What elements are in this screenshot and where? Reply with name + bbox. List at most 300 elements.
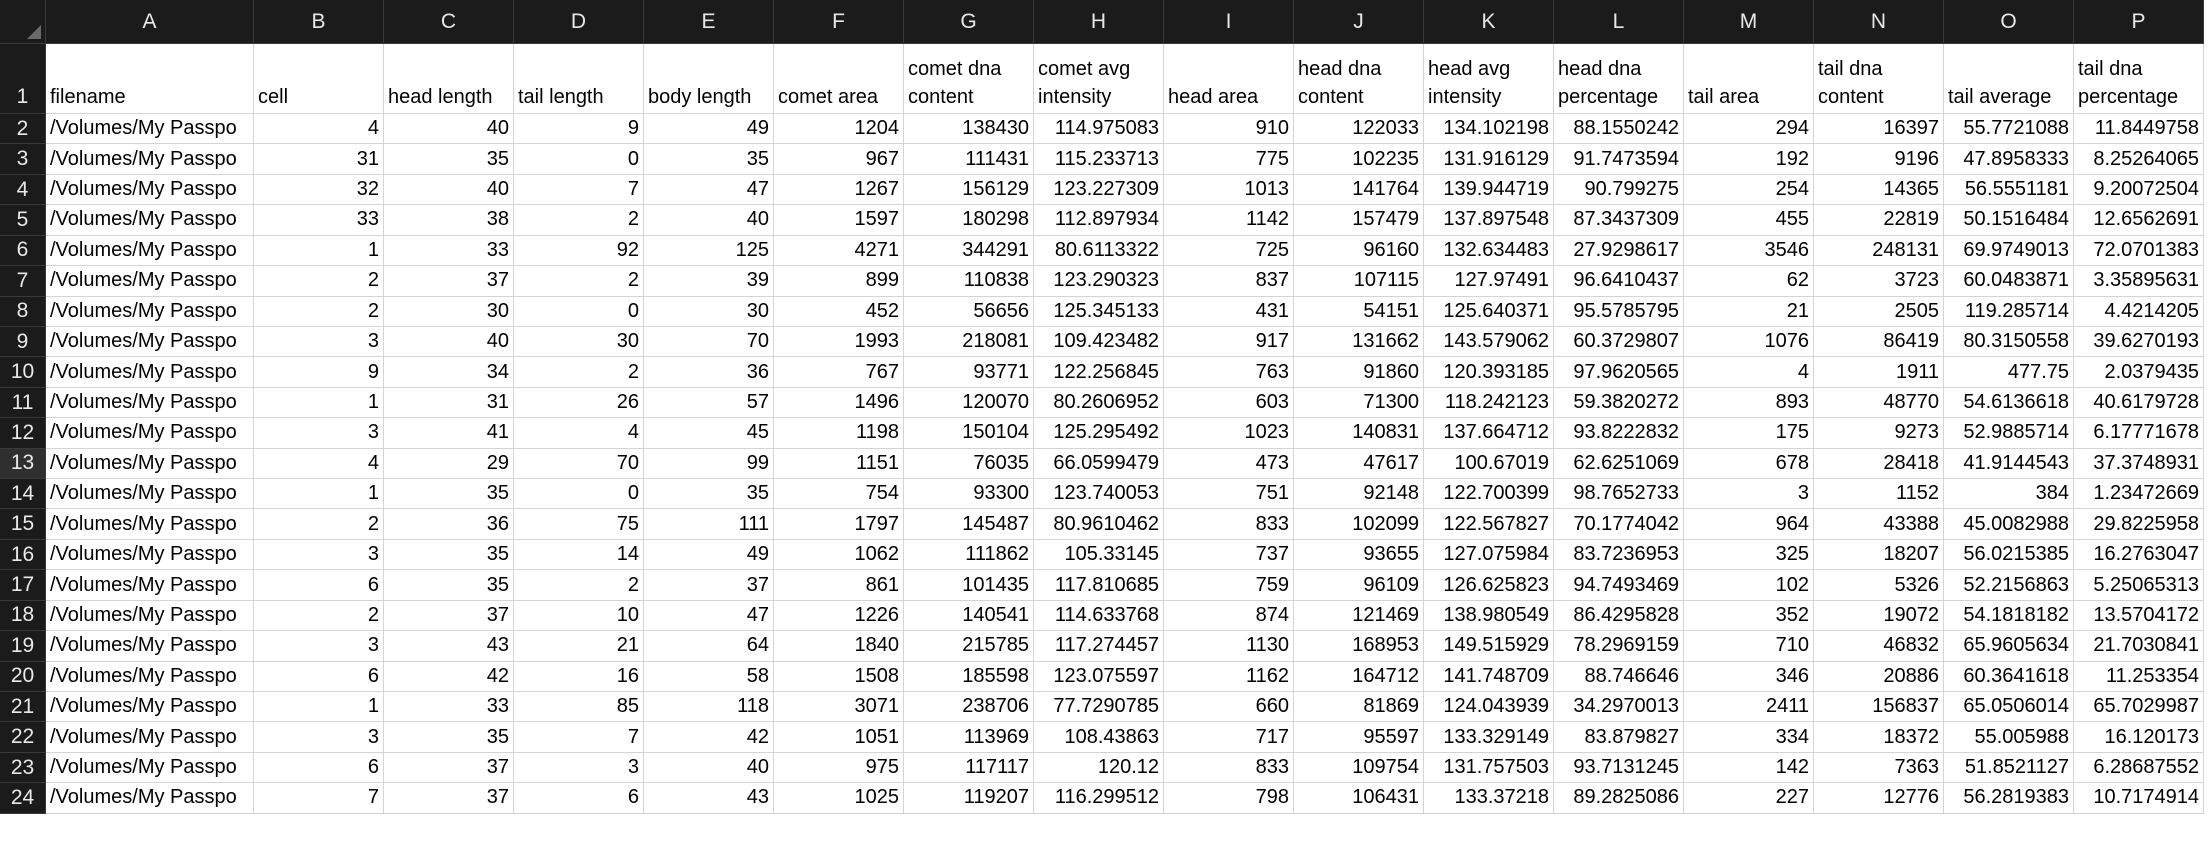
cell-j11[interactable]: 71300 [1294,388,1424,418]
cell-h5[interactable]: 112.897934 [1034,205,1164,235]
cell-n8[interactable]: 2505 [1814,297,1944,327]
cell-l4[interactable]: 90.799275 [1554,175,1684,205]
column-header-p[interactable]: P [2074,0,2204,44]
cell-b24[interactable]: 7 [254,783,384,813]
cell-g7[interactable]: 110838 [904,266,1034,296]
cell-l13[interactable]: 62.6251069 [1554,449,1684,479]
cell-m4[interactable]: 254 [1684,175,1814,205]
cell-o15[interactable]: 45.0082988 [1944,509,2074,539]
cell-k22[interactable]: 133.329149 [1424,722,1554,752]
header-cell-o[interactable]: tail average [1944,44,2074,114]
cell-g3[interactable]: 111431 [904,144,1034,174]
cell-b13[interactable]: 4 [254,449,384,479]
cell-m9[interactable]: 1076 [1684,327,1814,357]
cell-i21[interactable]: 660 [1164,692,1294,722]
cell-a14[interactable]: /Volumes/My Passpo [46,479,254,509]
cell-f21[interactable]: 3071 [774,692,904,722]
cell-n18[interactable]: 19072 [1814,601,1944,631]
cell-e17[interactable]: 37 [644,570,774,600]
cell-h14[interactable]: 123.740053 [1034,479,1164,509]
cell-j17[interactable]: 96109 [1294,570,1424,600]
cell-a4[interactable]: /Volumes/My Passpo [46,175,254,205]
cell-h12[interactable]: 125.295492 [1034,418,1164,448]
cell-g23[interactable]: 117117 [904,753,1034,783]
cell-i11[interactable]: 603 [1164,388,1294,418]
cell-g4[interactable]: 156129 [904,175,1034,205]
cell-o16[interactable]: 56.0215385 [1944,540,2074,570]
cell-a6[interactable]: /Volumes/My Passpo [46,236,254,266]
cell-e10[interactable]: 36 [644,357,774,387]
cell-p13[interactable]: 37.3748931 [2074,449,2204,479]
row-header-6[interactable]: 6 [0,236,46,266]
cell-b16[interactable]: 3 [254,540,384,570]
cell-a23[interactable]: /Volumes/My Passpo [46,753,254,783]
cell-e23[interactable]: 40 [644,753,774,783]
cell-c11[interactable]: 31 [384,388,514,418]
header-cell-b[interactable]: cell [254,44,384,114]
cell-o21[interactable]: 65.0506014 [1944,692,2074,722]
cell-d23[interactable]: 3 [514,753,644,783]
cell-g12[interactable]: 150104 [904,418,1034,448]
header-cell-d[interactable]: tail length [514,44,644,114]
cell-c8[interactable]: 30 [384,297,514,327]
cell-l20[interactable]: 88.746646 [1554,662,1684,692]
cell-n7[interactable]: 3723 [1814,266,1944,296]
cell-k3[interactable]: 131.916129 [1424,144,1554,174]
cell-d14[interactable]: 0 [514,479,644,509]
row-header-12[interactable]: 12 [0,418,46,448]
cell-f23[interactable]: 975 [774,753,904,783]
cell-e18[interactable]: 47 [644,601,774,631]
cell-g24[interactable]: 119207 [904,783,1034,813]
cell-d18[interactable]: 10 [514,601,644,631]
header-cell-j[interactable]: head dna content [1294,44,1424,114]
row-header-18[interactable]: 18 [0,601,46,631]
column-header-n[interactable]: N [1814,0,1944,44]
cell-e9[interactable]: 70 [644,327,774,357]
cell-f24[interactable]: 1025 [774,783,904,813]
row-header-4[interactable]: 4 [0,175,46,205]
cell-a2[interactable]: /Volumes/My Passpo [46,114,254,144]
cell-l16[interactable]: 83.7236953 [1554,540,1684,570]
cell-m13[interactable]: 678 [1684,449,1814,479]
column-header-e[interactable]: E [644,0,774,44]
cell-f8[interactable]: 452 [774,297,904,327]
cell-f9[interactable]: 1993 [774,327,904,357]
cell-k24[interactable]: 133.37218 [1424,783,1554,813]
header-cell-g[interactable]: comet dna content [904,44,1034,114]
cell-n10[interactable]: 1911 [1814,357,1944,387]
cell-b22[interactable]: 3 [254,722,384,752]
cell-j8[interactable]: 54151 [1294,297,1424,327]
cell-l24[interactable]: 89.2825086 [1554,783,1684,813]
cell-n15[interactable]: 43388 [1814,509,1944,539]
cell-g10[interactable]: 93771 [904,357,1034,387]
cell-h23[interactable]: 120.12 [1034,753,1164,783]
cell-d4[interactable]: 7 [514,175,644,205]
cell-d17[interactable]: 2 [514,570,644,600]
cell-n16[interactable]: 18207 [1814,540,1944,570]
cell-p18[interactable]: 13.5704172 [2074,601,2204,631]
column-header-m[interactable]: M [1684,0,1814,44]
row-header-19[interactable]: 19 [0,631,46,661]
cell-m11[interactable]: 893 [1684,388,1814,418]
cell-m21[interactable]: 2411 [1684,692,1814,722]
cell-b10[interactable]: 9 [254,357,384,387]
cell-e21[interactable]: 118 [644,692,774,722]
cell-c21[interactable]: 33 [384,692,514,722]
cell-k9[interactable]: 143.579062 [1424,327,1554,357]
cell-k4[interactable]: 139.944719 [1424,175,1554,205]
cell-d11[interactable]: 26 [514,388,644,418]
cell-h8[interactable]: 125.345133 [1034,297,1164,327]
cell-m2[interactable]: 294 [1684,114,1814,144]
cell-c15[interactable]: 36 [384,509,514,539]
cell-h6[interactable]: 80.6113322 [1034,236,1164,266]
cell-n2[interactable]: 16397 [1814,114,1944,144]
cell-h2[interactable]: 114.975083 [1034,114,1164,144]
cell-a20[interactable]: /Volumes/My Passpo [46,662,254,692]
cell-a5[interactable]: /Volumes/My Passpo [46,205,254,235]
cell-c20[interactable]: 42 [384,662,514,692]
column-header-h[interactable]: H [1034,0,1164,44]
cell-d3[interactable]: 0 [514,144,644,174]
cell-p4[interactable]: 9.20072504 [2074,175,2204,205]
cell-h15[interactable]: 80.9610462 [1034,509,1164,539]
cell-p7[interactable]: 3.35895631 [2074,266,2204,296]
cell-m16[interactable]: 325 [1684,540,1814,570]
row-header-9[interactable]: 9 [0,327,46,357]
cell-k20[interactable]: 141.748709 [1424,662,1554,692]
cell-e13[interactable]: 99 [644,449,774,479]
header-cell-c[interactable]: head length [384,44,514,114]
cell-h13[interactable]: 66.0599479 [1034,449,1164,479]
cell-j13[interactable]: 47617 [1294,449,1424,479]
row-header-1[interactable]: 1 [0,44,46,114]
cell-j21[interactable]: 81869 [1294,692,1424,722]
cell-a19[interactable]: /Volumes/My Passpo [46,631,254,661]
cell-b8[interactable]: 2 [254,297,384,327]
cell-a15[interactable]: /Volumes/My Passpo [46,509,254,539]
cell-f4[interactable]: 1267 [774,175,904,205]
row-header-15[interactable]: 15 [0,509,46,539]
cell-p5[interactable]: 12.6562691 [2074,205,2204,235]
cell-e24[interactable]: 43 [644,783,774,813]
cell-p22[interactable]: 16.120173 [2074,722,2204,752]
row-header-22[interactable]: 22 [0,722,46,752]
cell-i3[interactable]: 775 [1164,144,1294,174]
cell-k5[interactable]: 137.897548 [1424,205,1554,235]
cell-g22[interactable]: 113969 [904,722,1034,752]
cell-f2[interactable]: 1204 [774,114,904,144]
cell-m23[interactable]: 142 [1684,753,1814,783]
cell-n22[interactable]: 18372 [1814,722,1944,752]
cell-b21[interactable]: 1 [254,692,384,722]
cell-b23[interactable]: 6 [254,753,384,783]
cell-l2[interactable]: 88.1550242 [1554,114,1684,144]
cell-d20[interactable]: 16 [514,662,644,692]
cell-i10[interactable]: 763 [1164,357,1294,387]
cell-e12[interactable]: 45 [644,418,774,448]
cell-i23[interactable]: 833 [1164,753,1294,783]
cell-g8[interactable]: 56656 [904,297,1034,327]
cell-e5[interactable]: 40 [644,205,774,235]
cell-f14[interactable]: 754 [774,479,904,509]
cell-k14[interactable]: 122.700399 [1424,479,1554,509]
row-header-3[interactable]: 3 [0,144,46,174]
cell-p19[interactable]: 21.7030841 [2074,631,2204,661]
cell-d21[interactable]: 85 [514,692,644,722]
cell-o3[interactable]: 47.8958333 [1944,144,2074,174]
cell-d16[interactable]: 14 [514,540,644,570]
cell-h16[interactable]: 105.33145 [1034,540,1164,570]
cell-l23[interactable]: 93.7131245 [1554,753,1684,783]
header-cell-k[interactable]: head avg intensity [1424,44,1554,114]
cell-j14[interactable]: 92148 [1294,479,1424,509]
cell-c16[interactable]: 35 [384,540,514,570]
cell-j16[interactable]: 93655 [1294,540,1424,570]
cell-j3[interactable]: 102235 [1294,144,1424,174]
cell-o18[interactable]: 54.1818182 [1944,601,2074,631]
cell-j24[interactable]: 106431 [1294,783,1424,813]
cell-c4[interactable]: 40 [384,175,514,205]
column-header-c[interactable]: C [384,0,514,44]
cell-j10[interactable]: 91860 [1294,357,1424,387]
cell-k17[interactable]: 126.625823 [1424,570,1554,600]
cell-b2[interactable]: 4 [254,114,384,144]
cell-b11[interactable]: 1 [254,388,384,418]
cell-o5[interactable]: 50.1516484 [1944,205,2074,235]
cell-k18[interactable]: 138.980549 [1424,601,1554,631]
cell-f20[interactable]: 1508 [774,662,904,692]
header-cell-e[interactable]: body length [644,44,774,114]
cell-j4[interactable]: 141764 [1294,175,1424,205]
column-header-d[interactable]: D [514,0,644,44]
cell-m19[interactable]: 710 [1684,631,1814,661]
cell-m6[interactable]: 3546 [1684,236,1814,266]
cell-p23[interactable]: 6.28687552 [2074,753,2204,783]
cell-e8[interactable]: 30 [644,297,774,327]
cell-i5[interactable]: 1142 [1164,205,1294,235]
cell-i15[interactable]: 833 [1164,509,1294,539]
cell-i7[interactable]: 837 [1164,266,1294,296]
cell-o4[interactable]: 56.5551181 [1944,175,2074,205]
cell-j2[interactable]: 122033 [1294,114,1424,144]
cell-a3[interactable]: /Volumes/My Passpo [46,144,254,174]
cell-h4[interactable]: 123.227309 [1034,175,1164,205]
cell-d8[interactable]: 0 [514,297,644,327]
cell-a24[interactable]: /Volumes/My Passpo [46,783,254,813]
cell-c9[interactable]: 40 [384,327,514,357]
column-header-b[interactable]: B [254,0,384,44]
cell-c19[interactable]: 43 [384,631,514,661]
cell-k11[interactable]: 118.242123 [1424,388,1554,418]
cell-a12[interactable]: /Volumes/My Passpo [46,418,254,448]
cell-p21[interactable]: 65.7029987 [2074,692,2204,722]
cell-o10[interactable]: 477.75 [1944,357,2074,387]
cell-n6[interactable]: 248131 [1814,236,1944,266]
cell-n21[interactable]: 156837 [1814,692,1944,722]
cell-p12[interactable]: 6.17771678 [2074,418,2204,448]
header-cell-a[interactable]: filename [46,44,254,114]
cell-o6[interactable]: 69.9749013 [1944,236,2074,266]
cell-f18[interactable]: 1226 [774,601,904,631]
cell-k23[interactable]: 131.757503 [1424,753,1554,783]
cell-h22[interactable]: 108.43863 [1034,722,1164,752]
column-header-l[interactable]: L [1554,0,1684,44]
cell-d9[interactable]: 30 [514,327,644,357]
cell-m22[interactable]: 334 [1684,722,1814,752]
cell-b12[interactable]: 3 [254,418,384,448]
cell-o17[interactable]: 52.2156863 [1944,570,2074,600]
cell-b5[interactable]: 33 [254,205,384,235]
cell-g18[interactable]: 140541 [904,601,1034,631]
cell-n23[interactable]: 7363 [1814,753,1944,783]
cell-n12[interactable]: 9273 [1814,418,1944,448]
cell-m20[interactable]: 346 [1684,662,1814,692]
cell-o20[interactable]: 60.3641618 [1944,662,2074,692]
cell-c17[interactable]: 35 [384,570,514,600]
row-header-16[interactable]: 16 [0,540,46,570]
cell-j20[interactable]: 164712 [1294,662,1424,692]
cell-o8[interactable]: 119.285714 [1944,297,2074,327]
cell-e22[interactable]: 42 [644,722,774,752]
cell-c7[interactable]: 37 [384,266,514,296]
cell-f12[interactable]: 1198 [774,418,904,448]
cell-k6[interactable]: 132.634483 [1424,236,1554,266]
cell-e16[interactable]: 49 [644,540,774,570]
cell-g21[interactable]: 238706 [904,692,1034,722]
cell-i22[interactable]: 717 [1164,722,1294,752]
cell-e14[interactable]: 35 [644,479,774,509]
cell-m12[interactable]: 175 [1684,418,1814,448]
cell-f3[interactable]: 967 [774,144,904,174]
cell-h20[interactable]: 123.075597 [1034,662,1164,692]
cell-a22[interactable]: /Volumes/My Passpo [46,722,254,752]
cell-p17[interactable]: 5.25065313 [2074,570,2204,600]
cell-i20[interactable]: 1162 [1164,662,1294,692]
cell-a7[interactable]: /Volumes/My Passpo [46,266,254,296]
cell-k8[interactable]: 125.640371 [1424,297,1554,327]
cell-b14[interactable]: 1 [254,479,384,509]
cell-o19[interactable]: 65.9605634 [1944,631,2074,661]
cell-g2[interactable]: 138430 [904,114,1034,144]
cell-n19[interactable]: 46832 [1814,631,1944,661]
cell-i4[interactable]: 1013 [1164,175,1294,205]
row-header-24[interactable]: 24 [0,783,46,813]
cell-a11[interactable]: /Volumes/My Passpo [46,388,254,418]
cell-e7[interactable]: 39 [644,266,774,296]
cell-o11[interactable]: 54.6136618 [1944,388,2074,418]
cell-d12[interactable]: 4 [514,418,644,448]
cell-h10[interactable]: 122.256845 [1034,357,1164,387]
cell-i17[interactable]: 759 [1164,570,1294,600]
cell-h9[interactable]: 109.423482 [1034,327,1164,357]
cell-o7[interactable]: 60.0483871 [1944,266,2074,296]
cell-i2[interactable]: 910 [1164,114,1294,144]
cell-p14[interactable]: 1.23472669 [2074,479,2204,509]
cell-n11[interactable]: 48770 [1814,388,1944,418]
cell-b3[interactable]: 31 [254,144,384,174]
cell-j18[interactable]: 121469 [1294,601,1424,631]
cell-m17[interactable]: 102 [1684,570,1814,600]
cell-i6[interactable]: 725 [1164,236,1294,266]
cell-j12[interactable]: 140831 [1294,418,1424,448]
cell-m18[interactable]: 352 [1684,601,1814,631]
cell-l18[interactable]: 86.4295828 [1554,601,1684,631]
cell-j23[interactable]: 109754 [1294,753,1424,783]
row-header-8[interactable]: 8 [0,297,46,327]
cell-l6[interactable]: 27.9298617 [1554,236,1684,266]
cell-d15[interactable]: 75 [514,509,644,539]
cell-k21[interactable]: 124.043939 [1424,692,1554,722]
cell-d10[interactable]: 2 [514,357,644,387]
cell-h21[interactable]: 77.7290785 [1034,692,1164,722]
cell-o2[interactable]: 55.7721088 [1944,114,2074,144]
cell-e20[interactable]: 58 [644,662,774,692]
cell-b9[interactable]: 3 [254,327,384,357]
cell-e19[interactable]: 64 [644,631,774,661]
row-header-23[interactable]: 23 [0,753,46,783]
cell-n17[interactable]: 5326 [1814,570,1944,600]
cell-c5[interactable]: 38 [384,205,514,235]
cell-f11[interactable]: 1496 [774,388,904,418]
cell-g5[interactable]: 180298 [904,205,1034,235]
header-cell-p[interactable]: tail dna percentage [2074,44,2204,114]
cell-l10[interactable]: 97.9620565 [1554,357,1684,387]
cell-c3[interactable]: 35 [384,144,514,174]
cell-a13[interactable]: /Volumes/My Passpo [46,449,254,479]
cell-e4[interactable]: 47 [644,175,774,205]
cell-p8[interactable]: 4.4214205 [2074,297,2204,327]
cell-b17[interactable]: 6 [254,570,384,600]
column-header-j[interactable]: J [1294,0,1424,44]
cell-k19[interactable]: 149.515929 [1424,631,1554,661]
cell-p3[interactable]: 8.25264065 [2074,144,2204,174]
cell-p6[interactable]: 72.0701383 [2074,236,2204,266]
cell-e15[interactable]: 111 [644,509,774,539]
cell-d5[interactable]: 2 [514,205,644,235]
cell-a8[interactable]: /Volumes/My Passpo [46,297,254,327]
cell-p2[interactable]: 11.8449758 [2074,114,2204,144]
cell-l7[interactable]: 96.6410437 [1554,266,1684,296]
cell-h7[interactable]: 123.290323 [1034,266,1164,296]
cell-f6[interactable]: 4271 [774,236,904,266]
cell-n4[interactable]: 14365 [1814,175,1944,205]
cell-d22[interactable]: 7 [514,722,644,752]
cell-p11[interactable]: 40.6179728 [2074,388,2204,418]
row-header-13[interactable]: 13 [0,449,46,479]
cell-h24[interactable]: 116.299512 [1034,783,1164,813]
cell-o13[interactable]: 41.9144543 [1944,449,2074,479]
cell-n20[interactable]: 20886 [1814,662,1944,692]
cell-g6[interactable]: 344291 [904,236,1034,266]
cell-k13[interactable]: 100.67019 [1424,449,1554,479]
cell-j22[interactable]: 95597 [1294,722,1424,752]
cell-m7[interactable]: 62 [1684,266,1814,296]
column-header-a[interactable]: A [46,0,254,44]
cell-e2[interactable]: 49 [644,114,774,144]
cell-f10[interactable]: 767 [774,357,904,387]
cell-h17[interactable]: 117.810685 [1034,570,1164,600]
cell-p9[interactable]: 39.6270193 [2074,327,2204,357]
cell-i9[interactable]: 917 [1164,327,1294,357]
cell-c12[interactable]: 41 [384,418,514,448]
cell-e6[interactable]: 125 [644,236,774,266]
cell-k16[interactable]: 127.075984 [1424,540,1554,570]
row-header-2[interactable]: 2 [0,114,46,144]
header-cell-h[interactable]: comet avg intensity [1034,44,1164,114]
